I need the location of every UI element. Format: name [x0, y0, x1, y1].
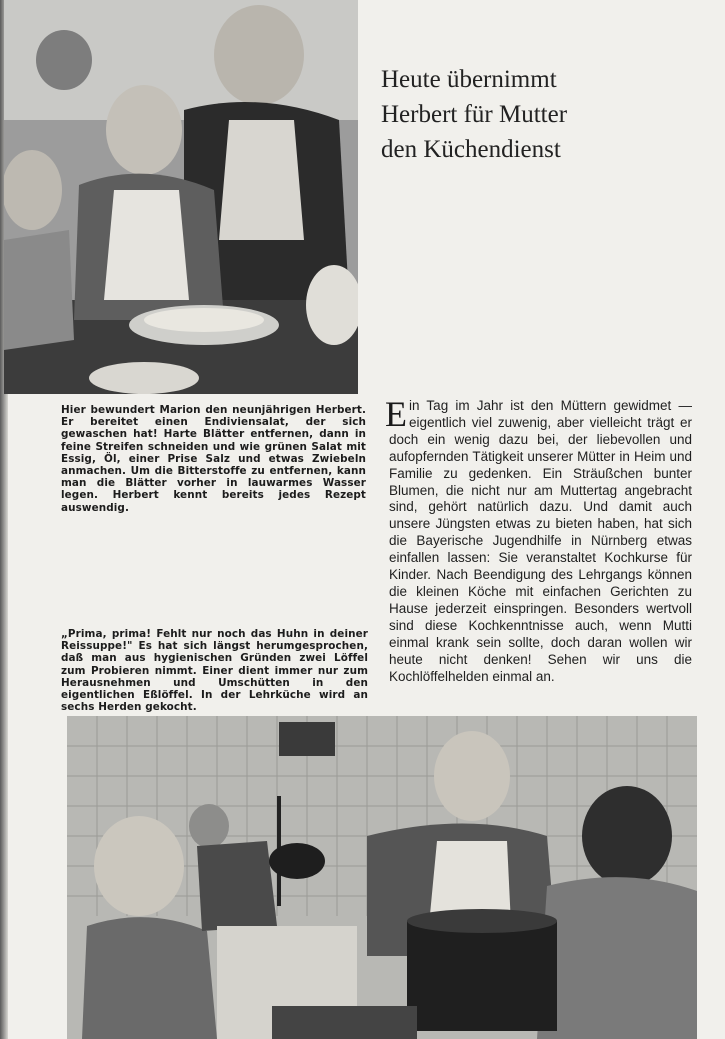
article-dropcap: E [385, 394, 407, 434]
photo-cooking-class-image [67, 716, 697, 1039]
article-body-text: in Tag im Jahr ist den Müttern gewidmet — eigentlich viel zuwenig, aber vielleicht trägt er doch ein wenig dazu bei, der liebevollen und aufopfernden Tätigkeit unserer Mütter in Heim und Familie zu gedenken. Ein Sträußchen bunter Blumen, die nicht nur am Muttertag angebracht sind, gehört natürlich dazu. Und damit auch unsere Jüngsten etwas zu bieten haben, hat sich die Bayerische Jugendhilfe in Nürnberg etwas einfallen lassen: Sie veranstaltet Kochkurse für Kinder. Nach Beendigung des Lehrgangs können die kleinen Köche mit einfachen Gerichten zu Hause jederzeit einspringen. Besonders wertvoll sind diese Kochkenntnisse auch, wenn Mutti einmal krank sein sollte, doch daran wollen wir heute nicht denken! Sehen wir uns die Kochlöffelhelden einmal an. [389, 398, 692, 684]
headline-line-2: Herbert für Mutter [381, 101, 568, 128]
article-headline [381, 62, 701, 167]
article-body [385, 394, 692, 685]
photo-salad-preparation [4, 0, 358, 394]
headline-line-3: den Küchendienst [381, 136, 561, 163]
photo-cooking-class [67, 716, 697, 1039]
headline-line-1: Heute übernimmt [381, 66, 557, 93]
photo-salad-preparation-image [4, 0, 358, 394]
caption-salad: Hier bewundert Marion den neunjährigen Herbert. Er bereitet einen Endiviensalat, der sich gewaschen hat! Harte Blätter entfernen, dann in feine Streifen schneiden und wie grünen Salat mit Essig, Öl, einer Prise Salz und etwas Zwiebeln anmachen. Um die Bitterstoffe zu entfernen, kann man die Blätter vorher in lauwarmes Wasser legen. Herbert kennt bereits jedes Rezept auswendig. [61, 404, 366, 514]
caption-rice-soup: „Prima, prima! Fehlt nur noch das Huhn in deiner Reissuppe!" Es hat sich längst herumgesprochen, daß man aus hygienischen Gründen zwei Löffel zum Probieren nimmt. Einer dient immer nur zum Herausnehmen und Umschütten in den eigentlichen Eßlöffel. In der Lehrküche wird an sechs Herden gekocht. [61, 628, 368, 714]
